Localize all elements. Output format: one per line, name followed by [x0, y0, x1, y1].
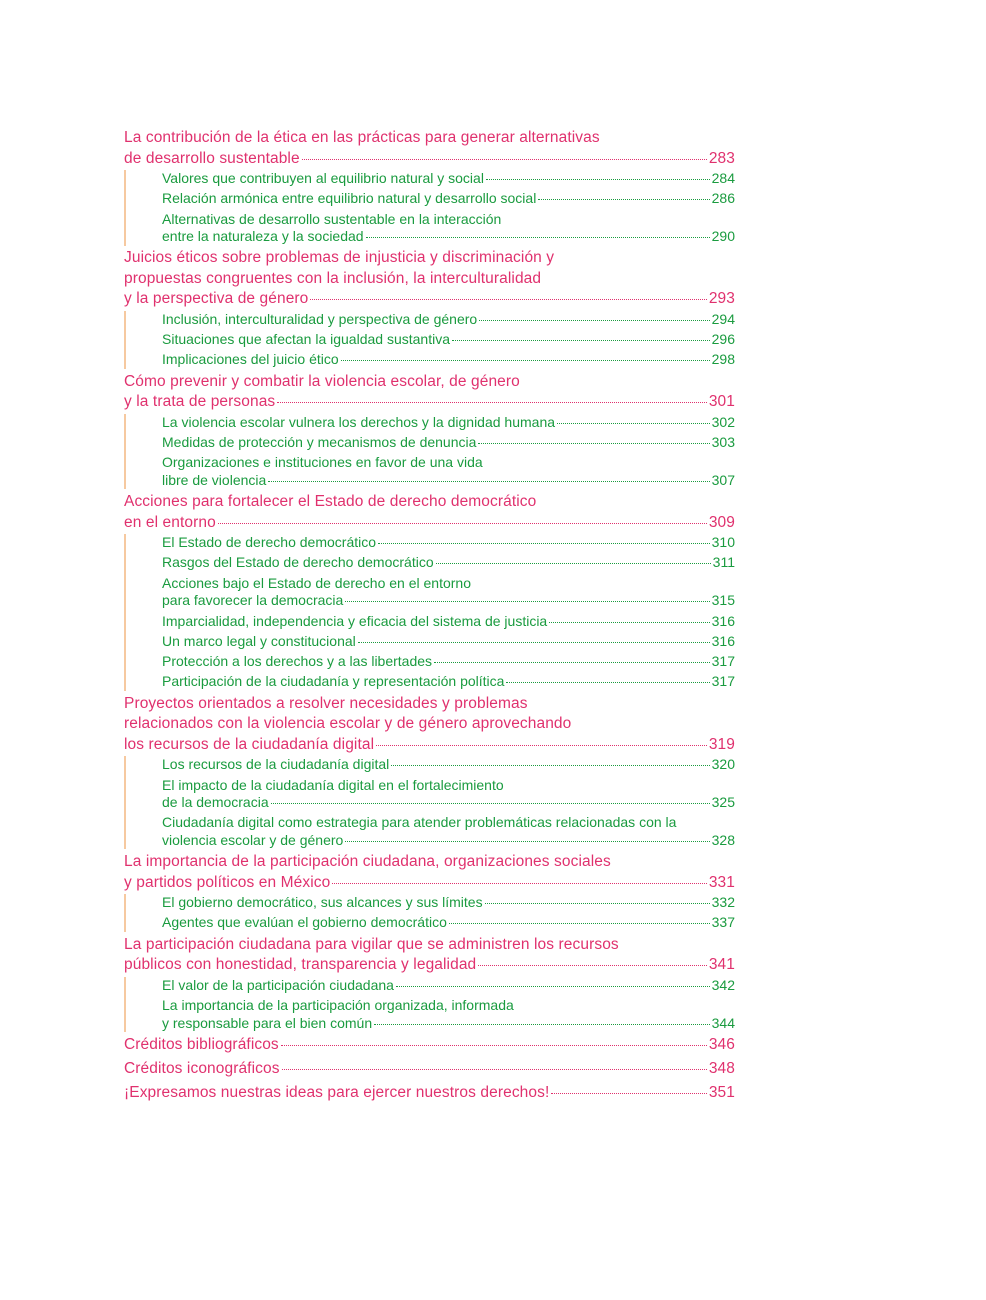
chapter-entry[interactable]: [124, 128, 735, 169]
subsection-title-row: [162, 756, 735, 774]
chapter-page-number: 348: [708, 1059, 735, 1077]
chapter-title-line: relacionados con la violencia escolar y de género aprovechando: [124, 715, 572, 733]
chapter-title: y partidos políticos en México: [124, 873, 331, 891]
subsection-title-row: [162, 673, 735, 691]
subsection-entry[interactable]: [162, 814, 735, 849]
dot-leader: [391, 765, 709, 766]
dot-leader: [396, 986, 710, 987]
subsection-title: Un marco legal y constitucional: [162, 632, 356, 649]
subsection-entry[interactable]: [162, 170, 735, 188]
subsection-title: de la democracia: [162, 794, 269, 811]
chapter-title-line: Proyectos orientados a resolver necesidades y problemas: [124, 694, 528, 712]
subsection-page-number: 332: [711, 894, 735, 911]
subsection-title: Rasgos del Estado de derecho democrático: [162, 554, 434, 571]
toc-section: [124, 935, 735, 1032]
subsection-title-line: La importancia de la participación organizada, informada: [162, 997, 514, 1014]
dot-leader: [486, 179, 710, 180]
dot-leader: [436, 563, 711, 564]
chapter-entry[interactable]: [124, 372, 735, 413]
chapter-page-number: 341: [708, 956, 735, 974]
dot-leader: [478, 965, 707, 966]
subsection-title-row: [162, 534, 735, 552]
subsection-title: Agentes que evalúan el gobierno democrático: [162, 914, 447, 931]
dot-leader: [378, 543, 710, 544]
chapter-entry[interactable]: [124, 935, 735, 976]
subsection-page-number: 284: [711, 170, 735, 186]
subsection-entry[interactable]: [162, 190, 735, 208]
subsection-page-number: 342: [711, 976, 735, 993]
subsection-page-number: 286: [711, 190, 735, 207]
subsection-page-number: 307: [711, 471, 735, 488]
subsection-title-row: [162, 977, 735, 995]
subsection-page-number: 320: [711, 756, 735, 773]
subsection-entry[interactable]: [162, 434, 735, 452]
subsection-entry[interactable]: [162, 633, 735, 651]
dot-leader: [376, 745, 707, 746]
subsection-title-row: [162, 190, 735, 208]
chapter-title-row: [124, 735, 735, 756]
chapter-title: en el entorno: [124, 513, 216, 531]
subsection-title: Participación de la ciudadanía y representación política: [162, 673, 505, 690]
dot-leader: [557, 423, 710, 424]
subsection-entry[interactable]: [162, 977, 735, 995]
subsection-title: Situaciones que afectan la igualdad sustantiva: [162, 331, 450, 348]
subsection-title-line: Alternativas de desarrollo sustentable en la interacción: [162, 210, 502, 227]
chapter-title-row: [124, 513, 735, 534]
subsection-page-number: 315: [711, 592, 735, 609]
subsection-entry[interactable]: [162, 997, 735, 1032]
dot-leader: [341, 360, 710, 361]
subsection-entry[interactable]: [162, 554, 735, 572]
dot-leader: [452, 340, 710, 341]
subsection-title-line: Acciones bajo el Estado de derecho en el entorno: [162, 574, 471, 591]
subsection-title-row: [162, 331, 735, 349]
chapter-title-row: [124, 1083, 735, 1104]
subsection-entry[interactable]: [162, 756, 735, 774]
chapter-title: ¡Expresamos nuestras ideas para ejercer nuestros derechos!: [124, 1083, 550, 1101]
chapter-entry[interactable]: [124, 694, 735, 756]
subsection-title-row: [162, 472, 735, 490]
subsection-entry[interactable]: [162, 777, 735, 812]
chapter-page-number: 301: [708, 393, 735, 411]
dot-leader: [345, 841, 709, 842]
toc-section: [124, 492, 735, 691]
subsection-page-number: 303: [711, 434, 735, 451]
subsection-title-row: [162, 894, 735, 912]
chapter-entry[interactable]: [124, 1059, 735, 1080]
toc-section: [124, 852, 735, 932]
chapter-page-number: 351: [708, 1083, 735, 1101]
toc-section: [124, 128, 735, 246]
dot-leader: [538, 199, 709, 200]
subsection-page-number: 310: [711, 534, 735, 551]
dot-leader: [332, 883, 707, 884]
subsection-title-row: [162, 351, 735, 369]
subsection-entry[interactable]: [162, 613, 735, 631]
chapter-page-number: 346: [708, 1035, 735, 1053]
subsection-title-line: El impacto de la ciudadanía digital en el fortalecimiento: [162, 776, 504, 793]
dot-leader: [302, 159, 707, 160]
toc-section: [124, 248, 735, 369]
subsection-list: [124, 534, 735, 691]
chapter-page-number: 309: [708, 513, 735, 531]
chapter-title: de desarrollo sustentable: [124, 149, 300, 167]
subsection-page-number: 316: [711, 632, 735, 649]
back-matter: [124, 1035, 735, 1104]
chapter-title-line: Cómo prevenir y combatir la violencia escolar, de género: [124, 372, 520, 390]
dot-leader: [374, 1024, 710, 1025]
dot-leader: [551, 1093, 706, 1094]
subsection-title-line: Ciudadanía digital como estrategia para atender problemáticas relacionadas con la: [162, 814, 677, 831]
subsection-title: Imparcialidad, independencia y eficacia del sistema de justicia: [162, 612, 548, 629]
subsection-title-row: [162, 613, 735, 631]
subsection-page-number: 317: [711, 673, 735, 690]
chapter-title-line: Juicios éticos sobre problemas de injusticia y discriminación y: [124, 249, 555, 267]
dot-leader: [485, 903, 710, 904]
subsection-title-row: [162, 914, 735, 932]
table-of-contents: [124, 128, 735, 1107]
subsection-entry[interactable]: [162, 914, 735, 932]
subsection-list: [124, 977, 735, 1032]
toc-section: [124, 694, 735, 850]
subsection-title: libre de violencia: [162, 471, 267, 488]
dot-leader: [310, 299, 706, 300]
chapter-page-number: 283: [708, 149, 735, 167]
dot-leader: [478, 443, 709, 444]
dot-leader: [434, 662, 710, 663]
chapter-entry[interactable]: [124, 1035, 735, 1056]
chapter-title: públicos con honestidad, transparencia y legalidad: [124, 956, 477, 974]
dot-leader: [449, 923, 710, 924]
subsection-entry[interactable]: [162, 454, 735, 489]
subsection-entry[interactable]: [162, 331, 735, 349]
chapter-title-line: propuestas congruentes con la inclusión, la interculturalidad: [124, 269, 542, 287]
chapter-title: y la trata de personas: [124, 393, 276, 411]
chapter-title-row: [124, 289, 735, 310]
subsection-entry[interactable]: [162, 211, 735, 246]
dot-leader: [345, 601, 709, 602]
subsection-entry[interactable]: [162, 534, 735, 552]
chapter-title-line: Acciones para fortalecer el Estado de derecho democrático: [124, 493, 537, 511]
subsection-title: Valores que contribuyen al equilibrio natural y social: [162, 170, 484, 186]
subsection-page-number: 337: [711, 914, 735, 931]
dot-leader: [282, 1069, 707, 1070]
subsection-entry[interactable]: [162, 673, 735, 691]
subsection-list: [124, 414, 735, 490]
chapter-title-line: La contribución de la ética en las prácticas para generar alternativas: [124, 129, 600, 146]
subsection-title: para favorecer la democracia: [162, 592, 344, 609]
dot-leader: [271, 803, 710, 804]
subsection-title-row: [162, 434, 735, 452]
subsection-title: Medidas de protección y mecanismos de denuncia: [162, 434, 477, 451]
subsection-title-row: [162, 414, 735, 432]
subsection-title: El valor de la participación ciudadana: [162, 976, 394, 993]
subsection-page-number: 344: [711, 1014, 735, 1031]
subsection-list: [124, 170, 735, 246]
chapter-title-row: [124, 1059, 735, 1080]
subsection-title: Relación armónica entre equilibrio natural y desarrollo social: [162, 190, 537, 207]
toc-section: [124, 372, 735, 490]
subsection-page-number: 328: [711, 831, 735, 848]
subsection-entry[interactable]: [162, 414, 735, 432]
chapter-entry[interactable]: [124, 492, 735, 533]
subsection-page-number: 317: [711, 653, 735, 670]
subsection-list: [124, 311, 735, 369]
subsection-entry[interactable]: [162, 894, 735, 912]
subsection-entry[interactable]: [162, 311, 735, 329]
subsection-page-number: 325: [711, 794, 735, 811]
subsection-entry[interactable]: [162, 653, 735, 671]
subsection-title: El Estado de derecho democrático: [162, 534, 377, 551]
dot-leader: [277, 402, 707, 403]
subsection-page-number: 290: [711, 228, 735, 245]
subsection-page-number: 296: [711, 331, 735, 348]
chapter-entry[interactable]: [124, 248, 735, 310]
dot-leader: [218, 523, 707, 524]
subsection-entry[interactable]: [162, 351, 735, 369]
subsection-title-row: [162, 1015, 735, 1033]
chapter-entry[interactable]: [124, 852, 735, 893]
subsection-page-number: 311: [712, 554, 735, 571]
subsection-title: El gobierno democrático, sus alcances y sus límites: [162, 894, 483, 911]
dot-leader: [506, 682, 709, 683]
subsection-title-line: Organizaciones e instituciones en favor de una vida: [162, 454, 483, 471]
chapter-title: los recursos de la ciudadanía digital: [124, 735, 375, 753]
chapter-title-row: [124, 955, 735, 976]
subsection-title-row: [162, 228, 735, 246]
chapter-page-number: 331: [708, 873, 735, 891]
chapter-entry[interactable]: [124, 1083, 735, 1104]
subsection-title: Inclusión, interculturalidad y perspectiva de género: [162, 310, 478, 327]
dot-leader: [549, 622, 709, 623]
chapter-title: Créditos bibliográficos: [124, 1035, 279, 1053]
subsection-title-row: [162, 794, 735, 812]
subsection-title-row: [162, 311, 735, 329]
dot-leader: [366, 237, 710, 238]
subsection-entry[interactable]: [162, 575, 735, 610]
dot-leader: [268, 481, 709, 482]
dot-leader: [281, 1045, 707, 1046]
subsection-title-row: [162, 633, 735, 651]
chapter-title-row: [124, 149, 735, 170]
subsection-title: Los recursos de la ciudadanía digital: [162, 756, 390, 773]
subsection-page-number: 302: [711, 413, 735, 430]
subsection-title: Protección a los derechos y a las libertades: [162, 653, 433, 670]
chapter-page-number: 293: [708, 290, 735, 308]
chapter-title-row: [124, 873, 735, 894]
subsection-title: violencia escolar y de género: [162, 831, 344, 848]
chapter-title-line: La participación ciudadana para vigilar que se administren los recursos: [124, 935, 619, 953]
subsection-list: [124, 756, 735, 849]
subsection-page-number: 298: [711, 351, 735, 368]
subsection-title: entre la naturaleza y la sociedad: [162, 228, 364, 245]
chapter-title-row: [124, 392, 735, 413]
subsection-title-row: [162, 592, 735, 610]
dot-leader: [479, 320, 709, 321]
chapter-title-row: [124, 1035, 735, 1056]
subsection-page-number: 294: [711, 310, 735, 327]
subsection-title-row: [162, 554, 735, 572]
subsection-title: y responsable para el bien común: [162, 1014, 373, 1031]
subsection-title: La violencia escolar vulnera los derechos y la dignidad humana: [162, 413, 556, 430]
subsection-title: Implicaciones del juicio ético: [162, 351, 339, 368]
subsection-page-number: 316: [711, 612, 735, 629]
subsection-title-row: [162, 832, 735, 850]
chapter-page-number: 319: [708, 735, 735, 753]
subsection-title-row: [162, 653, 735, 671]
subsection-title-row: [162, 170, 735, 188]
chapter-title: Créditos iconográficos: [124, 1059, 280, 1077]
subsection-list: [124, 894, 735, 932]
chapter-title: y la perspectiva de género: [124, 290, 309, 308]
chapter-title-line: La importancia de la participación ciudadana, organizaciones sociales: [124, 853, 611, 871]
dot-leader: [358, 642, 710, 643]
